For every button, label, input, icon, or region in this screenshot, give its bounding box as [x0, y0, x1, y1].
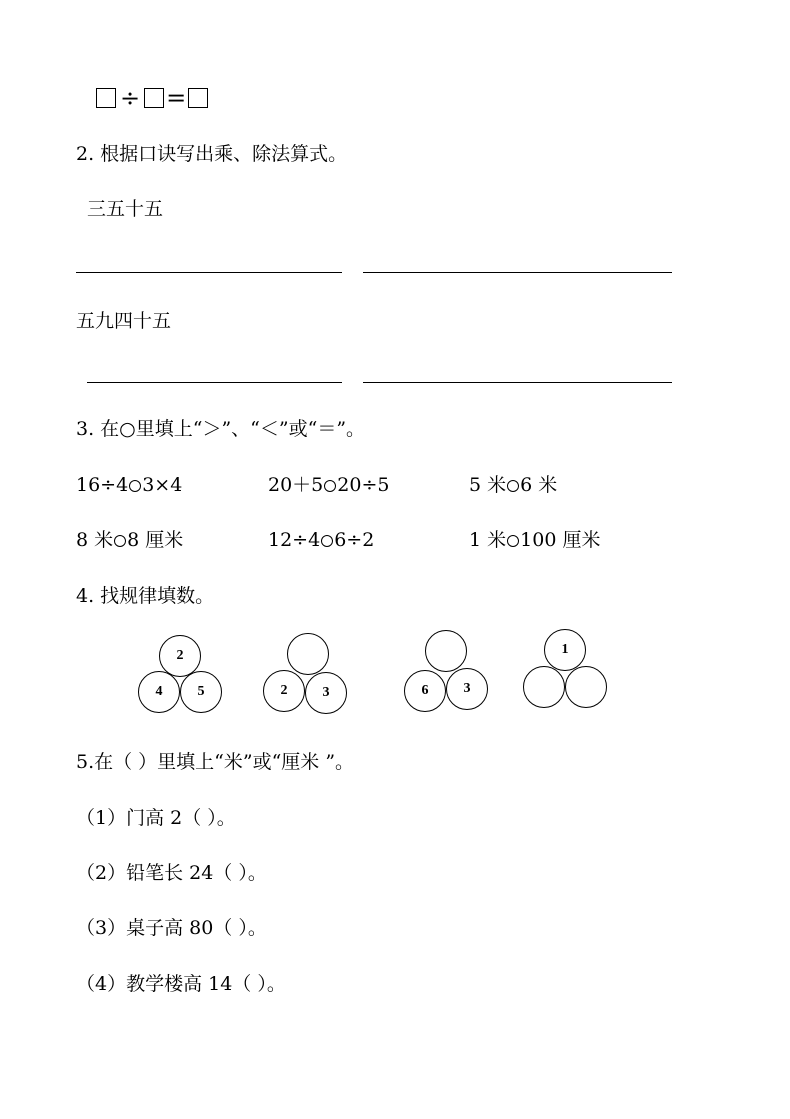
q5-item: （4）教学楼高 14（ ）。	[76, 973, 286, 995]
pattern-circle-right: 3	[446, 668, 488, 710]
q2-rhyme-2: 五九四十五	[76, 310, 172, 332]
q4-title: 4. 找规律填数。	[76, 585, 215, 607]
q5-item: （1）门高 2（ ）。	[76, 807, 236, 829]
answer-line[interactable]	[363, 382, 672, 383]
pattern-circle-top: 1	[544, 629, 586, 671]
q5-item: （2）铅笔长 24（ ）。	[76, 862, 267, 884]
pattern-circle-top[interactable]	[425, 630, 467, 672]
compare-right: 100 厘米	[520, 529, 601, 551]
compare-item	[469, 529, 600, 551]
compare-circle[interactable]	[114, 535, 126, 547]
compare-circle[interactable]	[321, 535, 333, 547]
pattern-circle-left[interactable]	[523, 666, 565, 708]
compare-circle[interactable]	[507, 480, 519, 492]
compare-left: 1 米	[469, 529, 507, 551]
divide-sign: ÷	[120, 84, 141, 112]
answer-line[interactable]	[363, 272, 672, 273]
pattern-circle-left: 2	[263, 670, 305, 712]
compare-item	[469, 474, 557, 496]
compare-right: 6 米	[520, 474, 558, 496]
compare-left: 12÷4	[268, 529, 321, 551]
answer-line[interactable]	[87, 382, 342, 383]
blank-box[interactable]	[188, 88, 208, 108]
compare-right: 8 厘米	[127, 529, 184, 551]
answer-line[interactable]	[76, 272, 342, 273]
pattern-circle-right[interactable]	[565, 666, 607, 708]
q3-title: 3. 在○里填上“＞”、“＜”或“＝”。	[76, 418, 366, 440]
blank-box[interactable]	[144, 88, 164, 108]
compare-right: 6÷2	[334, 529, 375, 551]
pattern-circle-left: 6	[404, 670, 446, 712]
q2-title: 2. 根据口诀写出乘、除法算式。	[76, 143, 348, 165]
compare-item	[76, 529, 183, 551]
compare-item	[268, 529, 374, 551]
pattern-circle-right: 5	[180, 671, 222, 713]
pattern-circle-top[interactable]	[287, 633, 329, 675]
compare-right: 3×4	[142, 474, 183, 496]
compare-circle[interactable]	[129, 480, 141, 492]
compare-item	[76, 474, 182, 496]
blank-box[interactable]	[96, 88, 116, 108]
compare-left: 16÷4	[76, 474, 129, 496]
compare-left: 5 米	[469, 474, 507, 496]
q5-title: 5.在（ ）里填上“米”或“厘米 ”。	[76, 751, 355, 773]
compare-circle[interactable]	[324, 480, 336, 492]
compare-right: 20÷5	[337, 474, 390, 496]
division-equation	[96, 85, 208, 111]
q2-rhyme-1: 三五十五	[87, 198, 164, 220]
pattern-circle-left: 4	[138, 671, 180, 713]
compare-item	[268, 474, 389, 496]
q5-item: （3）桌子高 80（ ）。	[76, 917, 267, 939]
pattern-circle-right: 3	[305, 672, 347, 714]
pattern-circle-top: 2	[159, 635, 201, 677]
compare-left: 8 米	[76, 529, 114, 551]
compare-left: 20＋5	[268, 474, 324, 496]
compare-circle[interactable]	[507, 535, 519, 547]
equals-sign: =	[166, 84, 187, 112]
